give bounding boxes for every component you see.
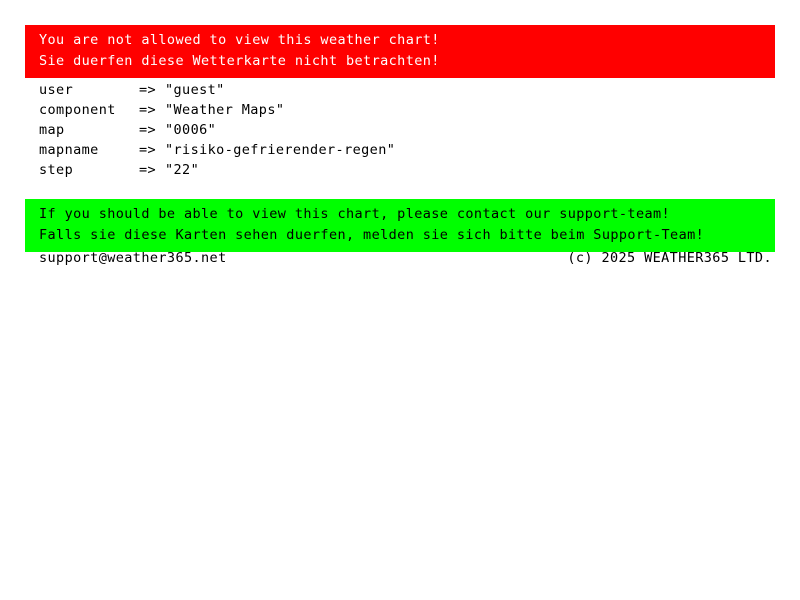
- details-table: [39, 80, 395, 180]
- detail-key: map: [39, 122, 65, 138]
- detail-value: "guest": [165, 82, 225, 98]
- error-banner-line-en: You are not allowed to view this weather chart!: [39, 32, 440, 48]
- detail-arrow: =>: [139, 102, 157, 118]
- table-row: [39, 80, 395, 100]
- detail-value: "0006": [165, 122, 217, 138]
- info-banner-line-en: If you should be able to view this chart, please contact our support-team!: [39, 206, 671, 222]
- table-row: [39, 160, 395, 180]
- detail-value: "risiko-gefrierender-regen": [165, 142, 396, 158]
- support-email-link[interactable]: support@weather365.net: [39, 250, 227, 266]
- detail-arrow: =>: [139, 82, 157, 98]
- detail-arrow: =>: [139, 122, 157, 138]
- detail-key: step: [39, 162, 74, 178]
- info-banner-line-de: Falls sie diese Karten sehen duerfen, melden sie sich bitte beim Support-Team!: [39, 227, 705, 243]
- detail-value: "Weather Maps": [165, 102, 285, 118]
- copyright-text: (c) 2025 WEATHER365 LTD.: [567, 250, 772, 266]
- detail-key: mapname: [39, 142, 99, 158]
- table-row: [39, 140, 395, 160]
- detail-arrow: =>: [139, 162, 157, 178]
- detail-arrow: =>: [139, 142, 157, 158]
- error-banner-line-de: Sie duerfen diese Wetterkarte nicht betrachten!: [39, 53, 440, 69]
- error-banner: [25, 25, 775, 78]
- detail-key: user: [39, 82, 74, 98]
- table-row: [39, 100, 395, 120]
- detail-key: component: [39, 102, 116, 118]
- detail-value: "22": [165, 162, 200, 178]
- footer: [39, 250, 772, 266]
- info-banner: [25, 199, 775, 252]
- table-row: [39, 120, 395, 140]
